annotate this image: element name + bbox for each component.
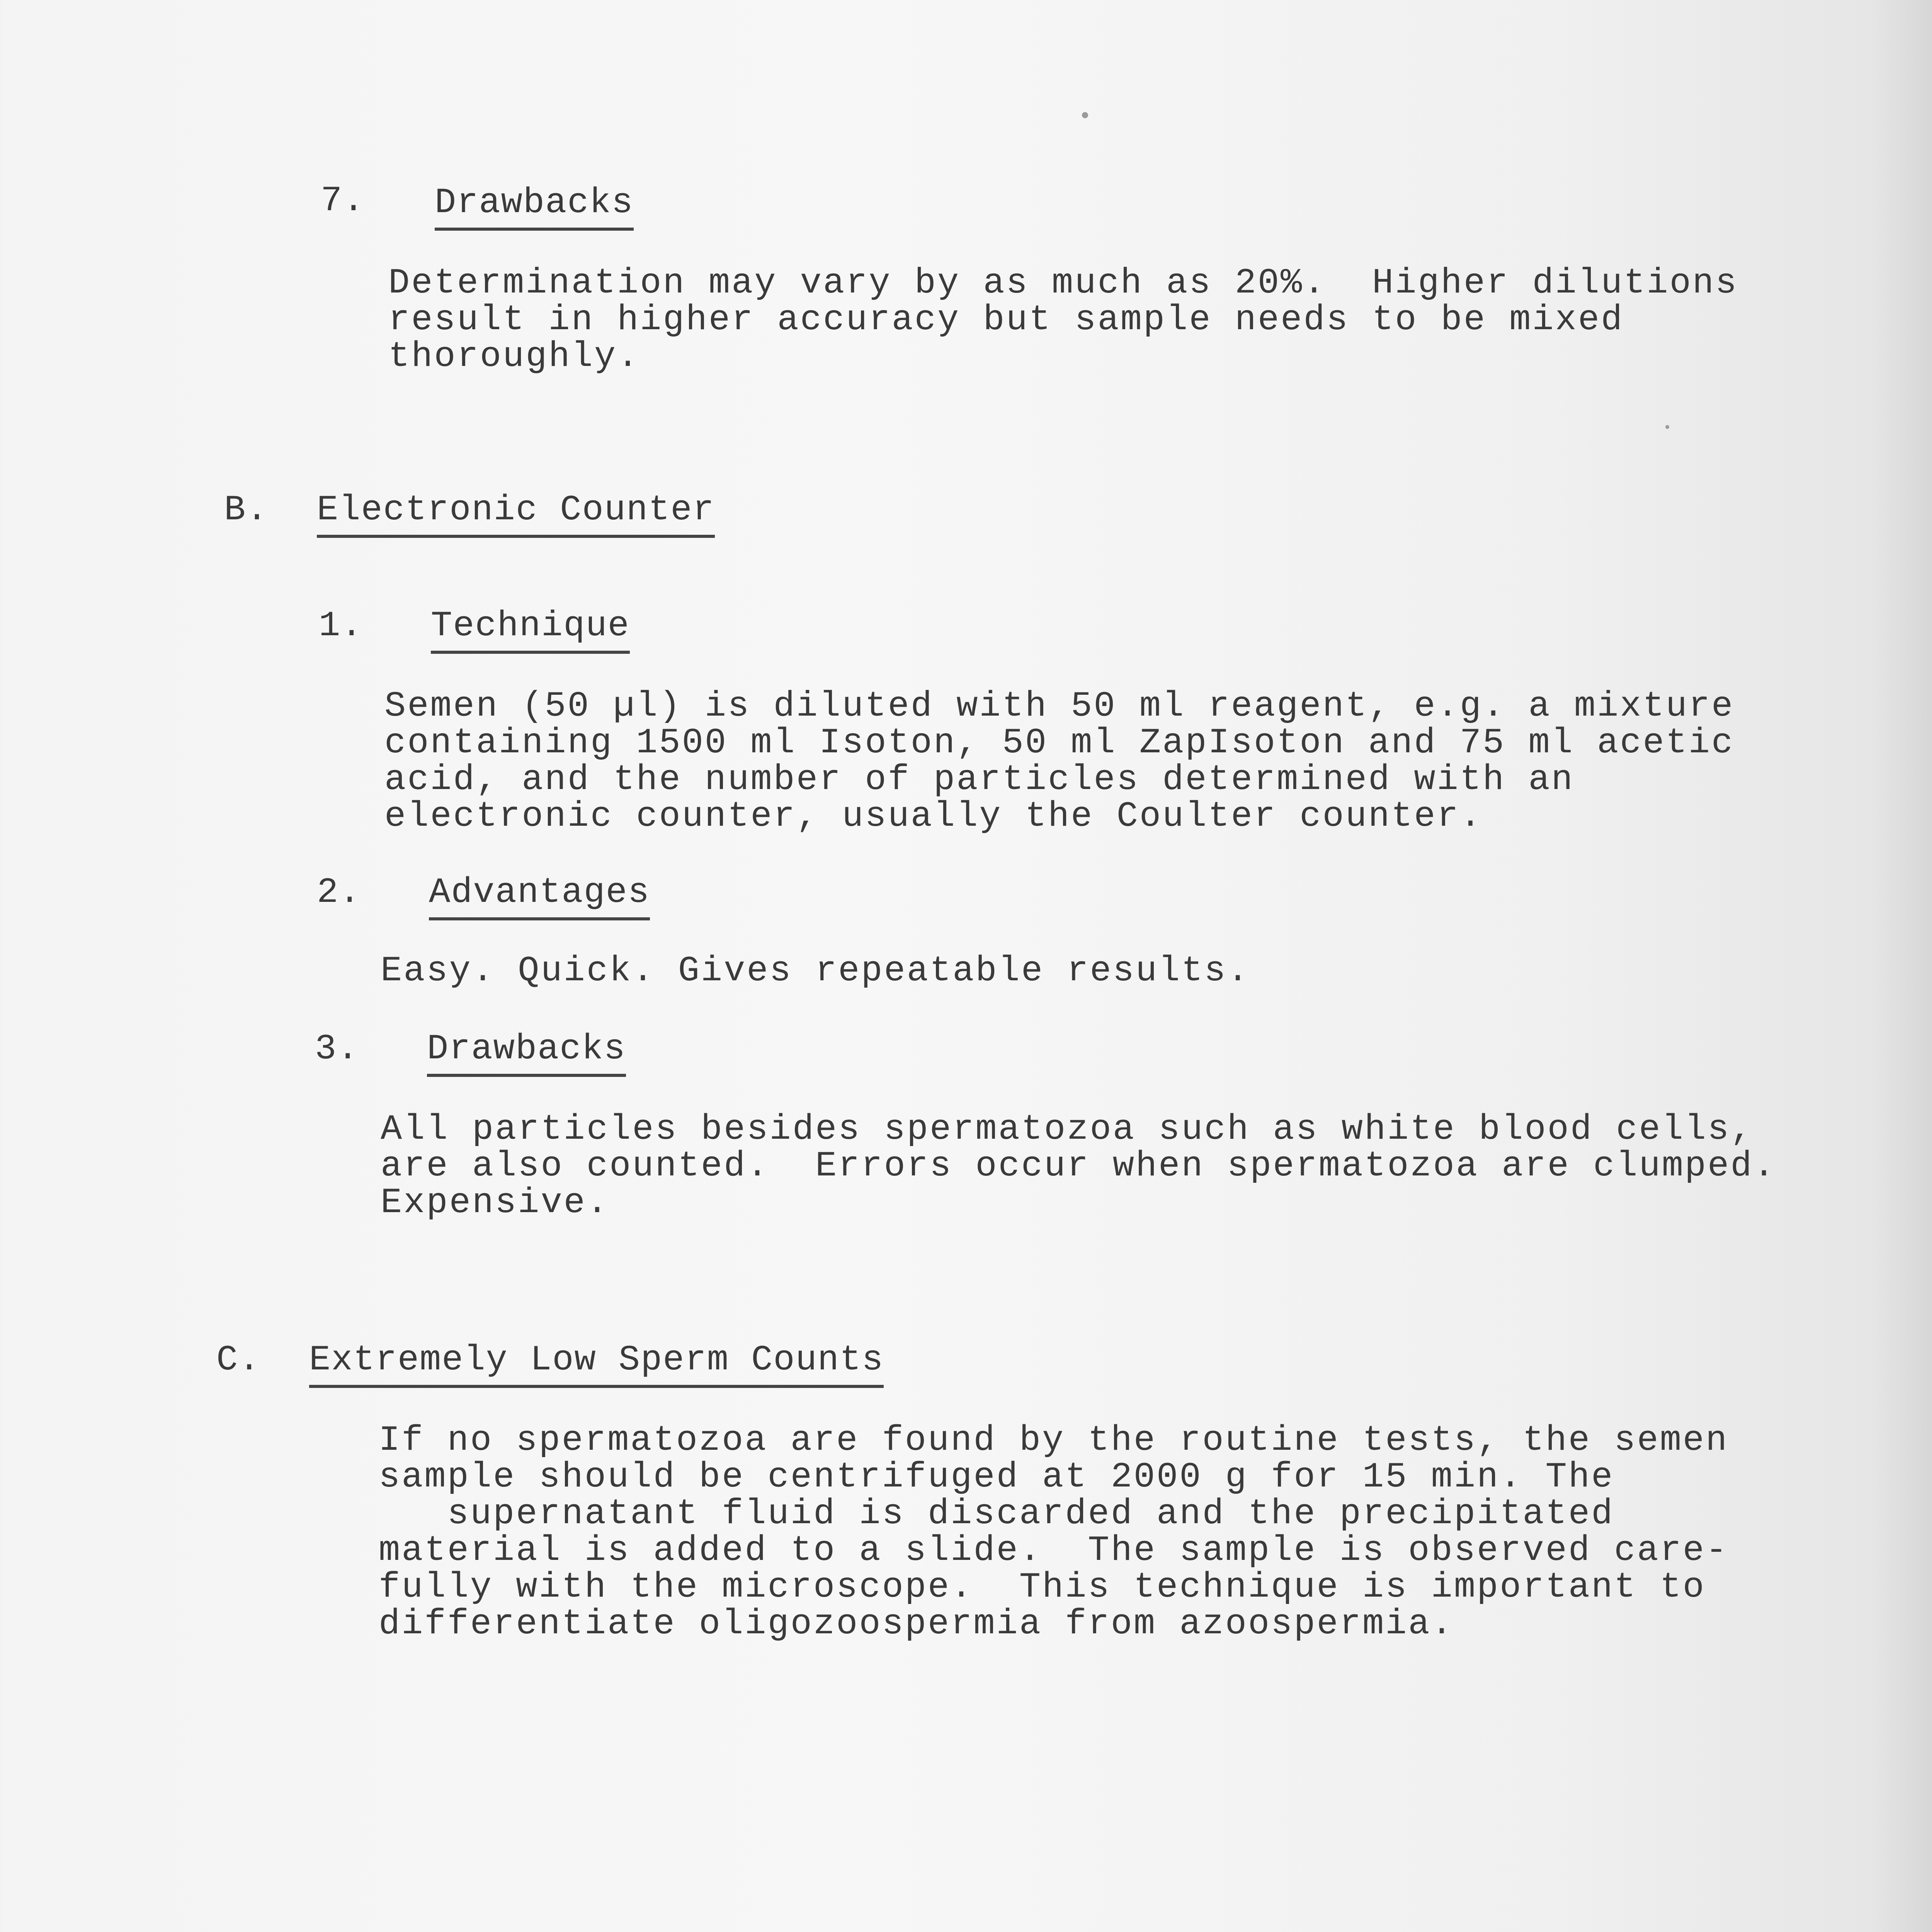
section-c-line: differentiate oligozoospermia from azoospermia.: [379, 1604, 1454, 1644]
drawbacks-7-line: result in higher accuracy but sample needs to be mixed: [388, 299, 1624, 340]
technique-line: acid, and the number of particles determined with an: [384, 759, 1574, 800]
section-c-heading: Extremely Low Sperm Counts: [309, 1341, 884, 1388]
section-c-letter: C.: [216, 1340, 261, 1380]
drawbacks-3-number: 3.: [315, 1029, 359, 1069]
technique-line: Semen (50 µl) is diluted with 50 ml reagent, e.g. a mixture: [384, 686, 1735, 726]
drawbacks-3-line: Expensive.: [381, 1182, 610, 1223]
drawbacks-3-line: are also counted. Errors occur when spermatozoa are clumped.: [381, 1146, 1776, 1186]
drawbacks-7-heading: Drawbacks: [435, 184, 634, 231]
scan-speck: [1665, 425, 1669, 429]
section-b-heading: Electronic Counter: [317, 491, 715, 538]
item-number-7: 7.: [321, 180, 365, 221]
drawbacks-3-heading: Drawbacks: [427, 1030, 626, 1077]
section-c-line: material is added to a slide. The sample is observed care-: [379, 1530, 1729, 1571]
technique-line: electronic counter, usually the Coulter counter.: [384, 796, 1483, 837]
section-c-line: fully with the microscope. This technique is important to: [379, 1567, 1706, 1607]
drawbacks-7-line: thoroughly.: [388, 336, 640, 377]
advantages-line: Easy. Quick. Gives repeatable results.: [381, 951, 1250, 991]
section-c-line: supernatant fluid is discarded and the precipitated: [379, 1493, 1614, 1534]
scan-edge-shadow: [1870, 0, 1932, 1932]
section-b-letter: B.: [224, 490, 269, 530]
drawbacks-3-line: All particles besides spermatozoa such as white blood cells,: [381, 1109, 1753, 1150]
advantages-number: 2.: [317, 872, 361, 913]
drawbacks-7-line: Determination may vary by as much as 20%. Higher dilutions: [388, 263, 1738, 303]
technique-heading: Technique: [431, 607, 630, 654]
section-c-line: sample should be centrifuged at 2000 g for 15 min. The: [379, 1457, 1614, 1497]
scan-speck: [1082, 112, 1088, 118]
technique-line: containing 1500 ml Isoton, 50 ml ZapIsoton and 75 ml acetic: [384, 723, 1735, 763]
technique-number: 1.: [319, 605, 363, 646]
section-c-line: If no spermatozoa are found by the routine tests, the semen: [379, 1420, 1729, 1461]
advantages-heading: Advantages: [429, 873, 650, 920]
